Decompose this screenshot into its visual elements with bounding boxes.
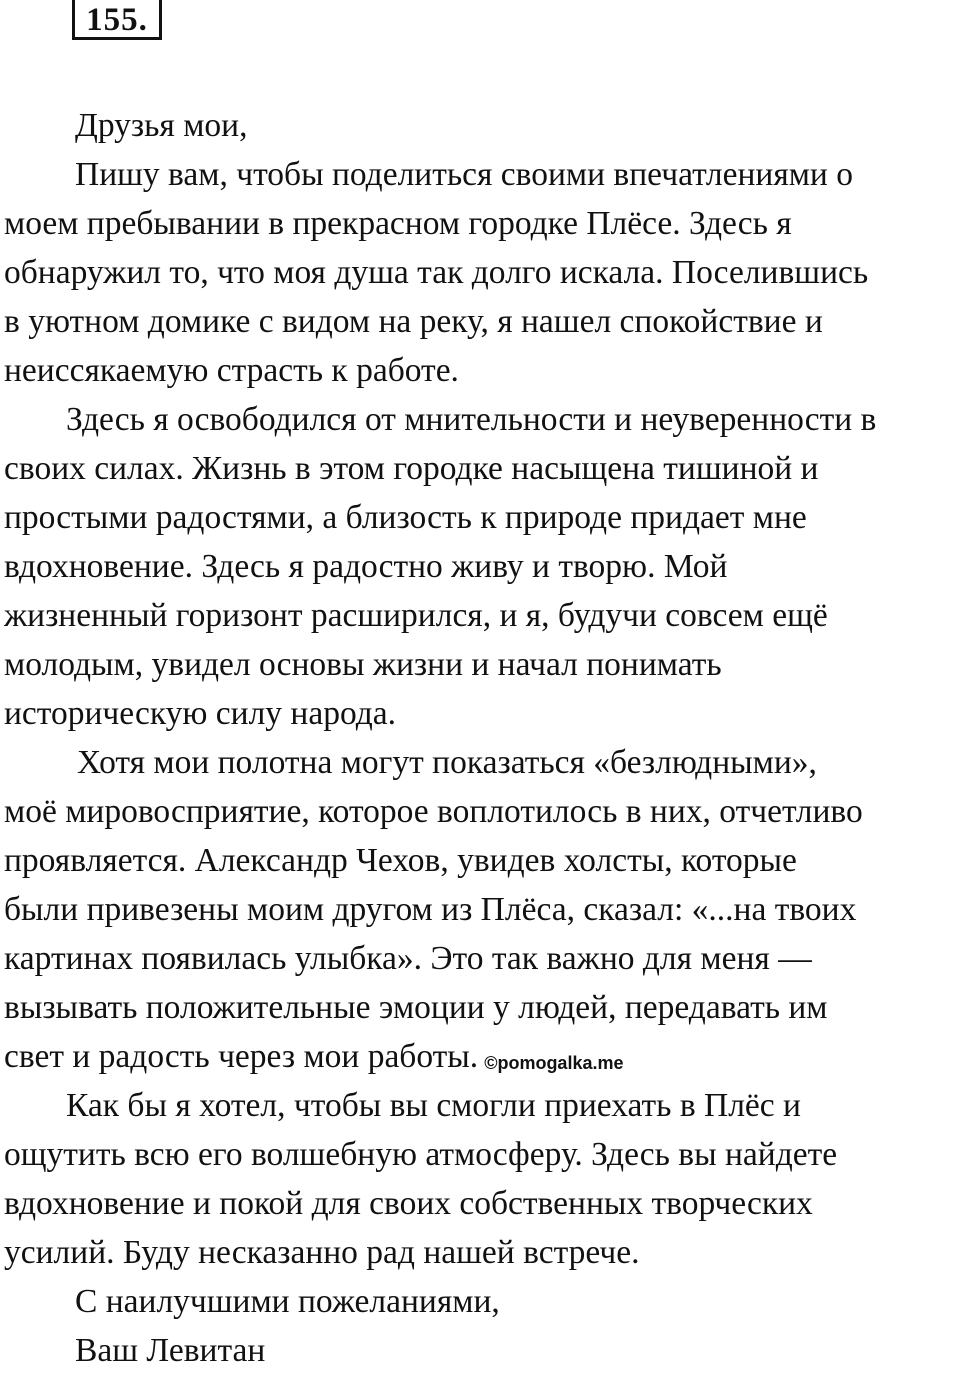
paragraph-2-line-3: простыми радостями, а близость к природе придает мне [4,499,807,536]
paragraph-2-line-2: своих силах. Жизнь в этом городке насыщена тишиной и [4,450,819,487]
task-number-box: 155. [72,0,162,40]
paragraph-3-line-6: вызывать положительные эмоции у людей, передавать им [4,989,828,1026]
paragraph-3-line-1: Хотя мои полотна могут показаться «безлюдными», [77,744,817,781]
paragraph-4-line-2: ощутить всю его волшебную атмосферу. Здесь вы найдете [4,1136,838,1173]
paragraph-4-line-4: усилий. Буду несказанно рад нашей встрече. [4,1234,640,1271]
paragraph-2-line-4: вдохновение. Здесь я радостно живу и творю. Мой [4,548,728,585]
paragraph-3-line-5: картинах появилась улыбка». Это так важно для меня — [4,940,812,977]
paragraph-4-line-1: Как бы я хотел, чтобы вы смогли приехать в Плёс и [66,1087,801,1124]
paragraph-1-line-1: Пишу вам, чтобы поделиться своими впечатлениями о [75,156,853,193]
paragraph-2-line-5: жизненный горизонт расширился, и я, будучи совсем ещё [4,597,828,634]
letter-closing: С наилучшими пожеланиями, [75,1283,500,1320]
paragraph-1-line-3: обнаружил то, что моя душа так долго искала. Поселившись [4,254,869,291]
paragraph-1-line-2: моем пребывании в прекрасном городке Плёсе. Здесь я [4,205,792,242]
paragraph-2-line-7: историческую силу народа. [4,695,397,732]
paragraph-1-line-5: неиссякаемую страсть к работе. [4,352,459,389]
letter-text [4,101,958,1375]
watermark-text: ©pomogalka.me [484,1053,624,1073]
paragraph-1-line-4: в уютном домике с видом на реку, я нашел спокойствие и [4,303,823,340]
paragraph-3-line-2: моё мировосприятие, которое воплотилось в них, отчетливо [4,793,863,830]
paragraph-3-line-7-text: свет и радость через мои работы. [4,1038,479,1075]
letter-greeting: Друзья мои, [75,107,248,144]
letter-signature: Ваш Левитан [75,1332,266,1369]
paragraph-3-line-7 [4,1032,958,1081]
paragraph-2-line-6: молодым, увидел основы жизни и начал понимать [4,646,722,683]
paragraph-3-line-3: проявляется. Александр Чехов, увидев холсты, которые [4,842,797,879]
paragraph-2-line-1: Здесь я освободился от мнительности и неуверенности в [66,401,877,438]
paragraph-4-line-3: вдохновение и покой для своих собственных творческих [4,1185,813,1222]
paragraph-3-line-4: были привезены моим другом из Плёса, сказал: «...на твоих [4,891,857,928]
